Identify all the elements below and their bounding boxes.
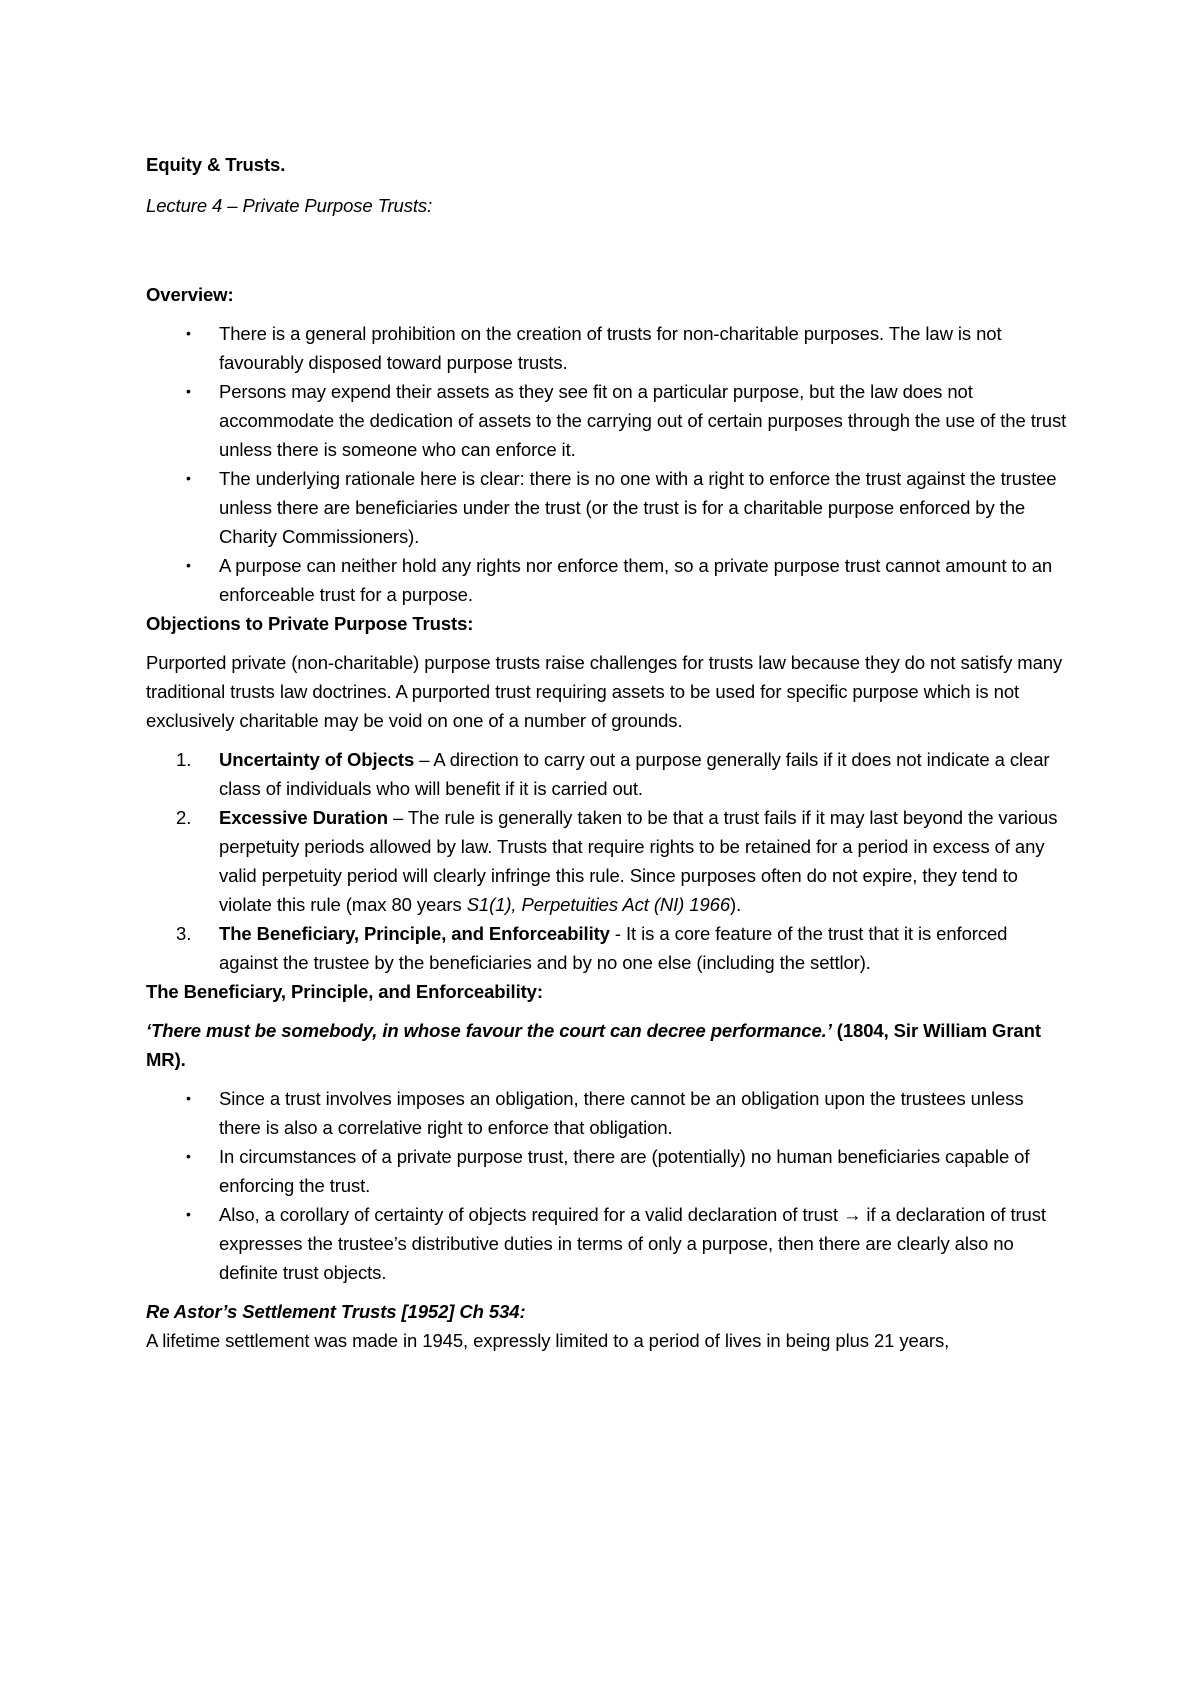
- list-number: 2.: [176, 807, 192, 828]
- list-item-text: - It is a core feature of the trust that it is enforced against the trustee by the beneficiaries and by no one else (including the settlor).: [219, 923, 1008, 973]
- bullet-icon: •: [186, 1206, 191, 1222]
- document-body: [146, 150, 1070, 1355]
- list-item-text-end: ).: [730, 894, 742, 915]
- list-item-term: Excessive Duration: [219, 807, 388, 828]
- list-item: [146, 464, 1070, 551]
- list-number: 3.: [176, 923, 192, 944]
- statute-citation: S1(1), Perpetuities Act (NI) 1966: [466, 894, 731, 915]
- list-item-text: There is a general prohibition on the creation of trusts for non-charitable purposes. The law is not favourably disposed toward purpose trusts.: [219, 323, 1002, 373]
- list-item-text: Also, a corollary of certainty of objects required for a valid declaration of trust → if a declaration of trust expresses the trustee’s distributive duties in terms of only a purpose, then there are clearly also no definite trust objects.: [219, 1204, 1046, 1283]
- list-item: [146, 803, 1070, 919]
- quote-text: ‘There must be somebody, in whose favour the court can decree performance.’: [146, 1020, 832, 1041]
- document-title: Equity & Trusts.: [146, 154, 286, 175]
- list-item: [146, 745, 1070, 803]
- beneficiary-principle-heading: The Beneficiary, Principle, and Enforceability:: [146, 981, 543, 1002]
- list-item: [146, 1084, 1070, 1142]
- case-text: A lifetime settlement was made in 1945, expressly limited to a period of lives in being plus 21 years,: [146, 1330, 950, 1351]
- list-item: [146, 551, 1070, 609]
- list-item: [146, 1200, 1070, 1287]
- bullet-icon: •: [186, 1090, 191, 1106]
- bullet-icon: •: [186, 325, 191, 341]
- bullet-icon: •: [186, 470, 191, 486]
- list-item-text: Persons may expend their assets as they see fit on a particular purpose, but the law does not accommodate the dedication of assets to the carrying out of certain purposes through the use of the trust unless there is someone who can enforce it.: [219, 381, 1067, 460]
- bullet-icon: •: [186, 383, 191, 399]
- list-item-text: A purpose can neither hold any rights nor enforce them, so a private purpose trust cannot amount to an enforceable trust for a purpose.: [219, 555, 1053, 605]
- overview-list: [146, 319, 1070, 609]
- bullet-icon: •: [186, 557, 191, 573]
- overview-heading: Overview:: [146, 284, 234, 305]
- case-heading: Re Astor’s Settlement Trusts [1952] Ch 534:: [146, 1301, 526, 1322]
- list-number: 1.: [176, 749, 192, 770]
- beneficiary-principle-list: [146, 1084, 1070, 1287]
- objections-intro: Purported private (non-charitable) purpose trusts raise challenges for trusts law because they do not satisfy many traditional trusts law doctrines. A purported trust requiring assets to be used for specific purpose which is not exclusively charitable may be void on one of a number of grounds.: [146, 652, 1063, 731]
- list-item-term: The Beneficiary, Principle, and Enforceability: [219, 923, 610, 944]
- list-item-text: The underlying rationale here is clear: there is no one with a right to enforce the trust against the trustee unless there are beneficiaries under the trust (or the trust is for a charitable purpose enforced by the Charity Commissioners).: [219, 468, 1057, 547]
- lecture-title: Lecture 4 – Private Purpose Trusts:: [146, 195, 433, 216]
- list-item-text: – The rule is generally taken to be that a trust fails if it may last beyond the various perpetuity periods allowed by law. Trusts that require rights to be retained for a period in excess of any valid perpetuity period will clearly infringe this rule. Since purposes often do not expire, they tend to violate this rule (max 80 years: [219, 807, 1058, 915]
- list-item-text: Since a trust involves imposes an obligation, there cannot be an obligation upon the trustees unless there is also a correlative right to enforce that obligation.: [219, 1088, 1024, 1138]
- bullet-icon: •: [186, 1148, 191, 1164]
- list-item-term: Uncertainty of Objects: [219, 749, 415, 770]
- list-item: [146, 919, 1070, 977]
- quote-source: (1804, Sir William Grant MR).: [146, 1020, 1041, 1070]
- list-item: [146, 319, 1070, 377]
- objections-list: [146, 745, 1070, 977]
- objections-heading: Objections to Private Purpose Trusts:: [146, 613, 474, 634]
- list-item-text: – A direction to carry out a purpose generally fails if it does not indicate a clear class of individuals who will benefit if it is carried out.: [219, 749, 1050, 799]
- list-item: [146, 1142, 1070, 1200]
- list-item: [146, 377, 1070, 464]
- quote-block: [146, 1016, 1070, 1074]
- list-item-text: In circumstances of a private purpose trust, there are (potentially) no human beneficiaries capable of enforcing the trust.: [219, 1146, 1030, 1196]
